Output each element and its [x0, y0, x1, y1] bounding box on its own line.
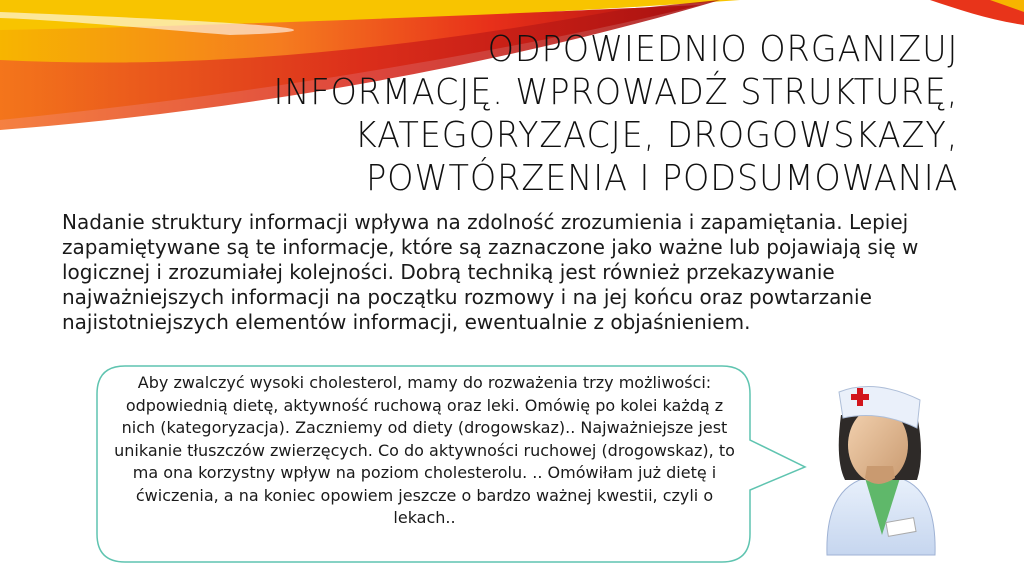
title-line: KATEGORYZACJE, DROGOWSKAZY, [354, 115, 958, 156]
title-line: INFORMACJĘ. WPROWADŹ STRUKTURĘ, [273, 72, 958, 113]
title-line: ODPOWIEDNIO ORGANIZUJ [487, 29, 958, 70]
nurse-icon [805, 370, 955, 570]
title-line: POWTÓRZENIA I PODSUMOWANIA [365, 158, 958, 199]
body-paragraph: Nadanie struktury informacji wpływa na zdolność zrozumienia i zapamiętania. Lepiej zapamiętywane są te informacje, które są zaznaczone jako ważne lub pojawiają się w logicznej i zrozumiałej kolejności. Dobrą techniką jest również przekazywanie najważniejszych informacji na początku rozmowy i na jej końcu oraz powtarzanie najistotniejszych elementów informacji, ewentualnie z objaśnieniem. [62, 210, 919, 334]
speech-bubble-text: Aby zwalczyć wysoki cholesterol, mamy do rozważenia trzy możliwości: odpowiednią dietę, aktywność ruchową oraz leki. Omówię po kolei każdą z nich (kategoryzacja). Zaczniemy od diety (drogowskaz).. Najważniejsze jest unikanie tłuszczów zwierzęcych. Co do aktywności ruchowej (drogowskaz), to ma ona korzystny wpływ na poziom cholesterolu. .. Omówiłam już dietę i ćwiczenia, a na koniec opowiem jeszcze o bardzo ważnej kwestii, czyli o lekach.. [114, 373, 735, 527]
